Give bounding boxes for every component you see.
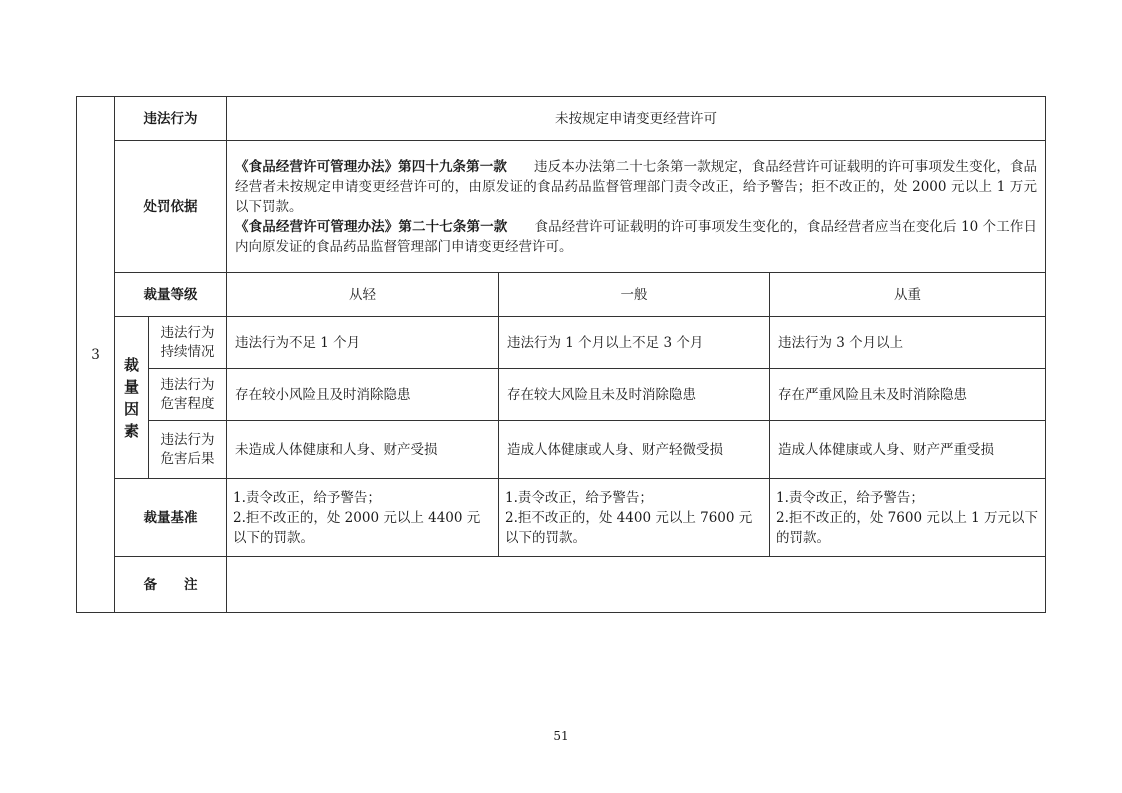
remarks-label: 备 注 <box>115 557 227 613</box>
factor-duration-lenient: 违法行为不足 1 个月 <box>227 317 499 369</box>
factor-harm-degree-lenient: 存在较小风险且及时消除隐患 <box>227 369 499 421</box>
standard-severe: 1.责令改正，给予警告； 2.拒不改正的，处 7600 元以上 1 万元以下的罚款。 <box>770 479 1046 557</box>
discretion-factors-label: 裁 量 因 素 <box>115 317 149 479</box>
factor-harm-consequence-severe: 造成人体健康或人身、财产严重受损 <box>770 421 1046 479</box>
standard-general: 1.责令改正，给予警告； 2.拒不改正的，处 4400 元以上 7600 元以下的罚款。 <box>499 479 770 557</box>
standard-lenient: 1.责令改正，给予警告； 2.拒不改正的，处 2000 元以上 4400 元以下的罚款。 <box>227 479 499 557</box>
penalty-basis-label: 处罚依据 <box>115 141 227 273</box>
penalty-basis-text <box>227 141 1046 273</box>
law-clause-title-1: 《食品经营许可管理办法》第四十九条第一款 <box>235 158 507 175</box>
factor-harm-degree-severe: 存在严重风险且未及时消除隐患 <box>770 369 1046 421</box>
factor-harm-degree-general: 存在较大风险且未及时消除隐患 <box>499 369 770 421</box>
level-lenient: 从轻 <box>227 273 499 317</box>
factor-harm-consequence-lenient: 未造成人体健康和人身、财产受损 <box>227 421 499 479</box>
law-clause-text-2: 食品经营许可证载明的许可事项发生变化的，食品经营者应当在变化后 10 个工作日内向原发证的食品药品监督管理部门申请变更经营许可。 <box>235 218 1038 255</box>
level-general: 一般 <box>499 273 770 317</box>
remarks-value <box>227 557 1046 613</box>
discretion-table <box>76 96 1046 613</box>
law-clause-title-2: 《食品经营许可管理办法》第二十七条第一款 <box>235 218 508 235</box>
penalty-basis-clause-1 <box>235 157 1037 217</box>
factor-duration-label: 违法行为 持续情况 <box>149 317 227 369</box>
factor-harm-consequence-general: 造成人体健康或人身、财产轻微受损 <box>499 421 770 479</box>
discretion-standard-label: 裁量基准 <box>115 479 227 557</box>
law-clause-text-1: 违反本办法第二十七条第一款规定，食品经营许可证载明的许可事项发生变化，食品经营者未按规定申请变更经营许可的，由原发证的食品药品监督管理部门责令改正，给予警告；拒不改正的，处 2000 元以上 1 万元以下罚款。 <box>235 158 1038 215</box>
factor-duration-general: 违法行为 1 个月以上不足 3 个月 <box>499 317 770 369</box>
item-number: 3 <box>77 97 115 613</box>
factor-duration-severe: 违法行为 3 个月以上 <box>770 317 1046 369</box>
level-severe: 从重 <box>770 273 1046 317</box>
penalty-basis-clause-2 <box>235 217 1037 257</box>
page-number: 51 <box>553 729 569 743</box>
violation-value: 未按规定申请变更经营许可 <box>227 97 1046 141</box>
violation-label: 违法行为 <box>115 97 227 141</box>
factor-harm-consequence-label: 违法行为 危害后果 <box>149 421 227 479</box>
factor-harm-degree-label: 违法行为 危害程度 <box>149 369 227 421</box>
discretion-level-label: 裁量等级 <box>115 273 227 317</box>
